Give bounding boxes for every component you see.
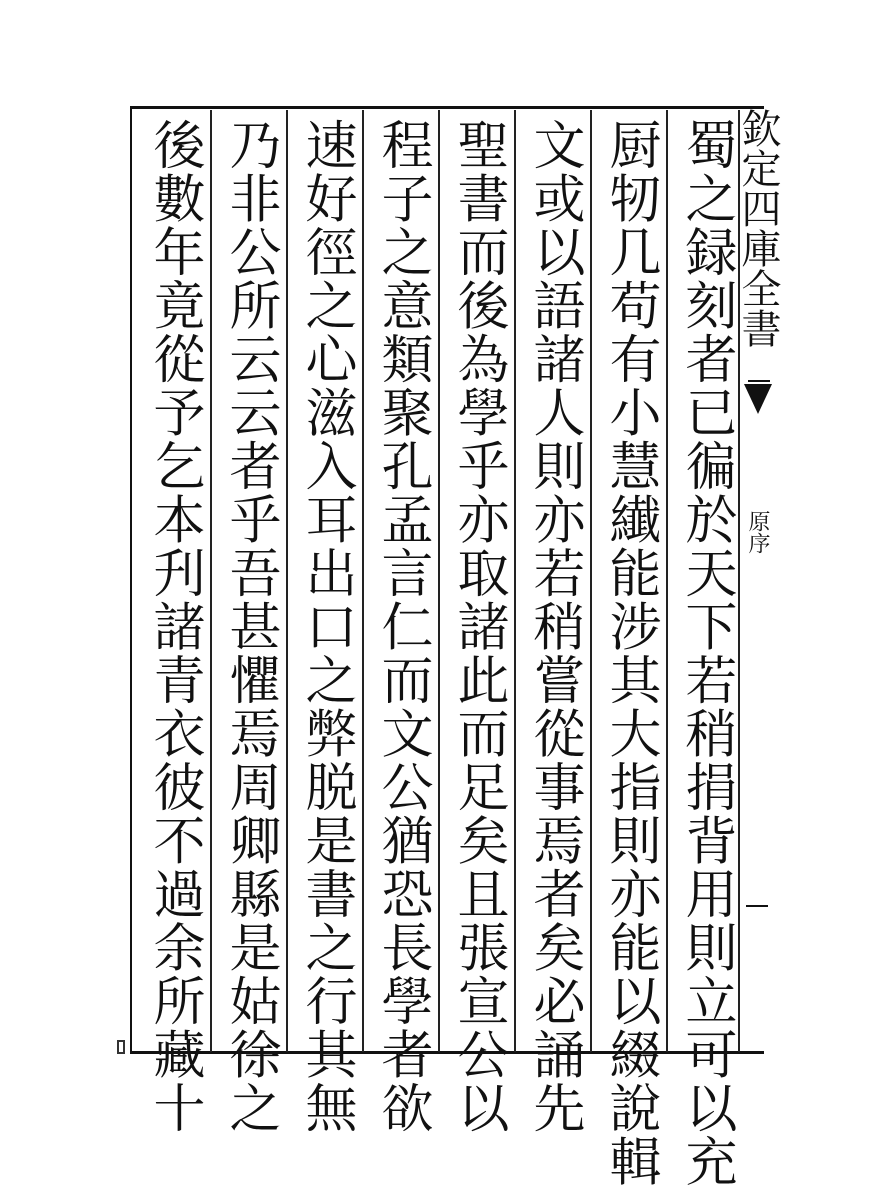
column-rule [362,110,364,1052]
text-column-4: 聖書而後為學乎亦取諸此而足矣且張宣公以 [448,118,508,1135]
text-column-3: 文或以語諸人則亦若稍嘗從事焉者矣必誦先 [524,118,584,1135]
column-rule [286,110,288,1052]
book-title: 欽定四庫全書 [735,108,781,348]
text-column-8: 後數年竟從予乞本刋諸青衣彼不過余所藏十 [144,118,204,1135]
column-rule [590,110,592,1052]
text-column-5: 程子之意類聚孔孟言仁而文公猶恐長學者欲 [372,118,432,1135]
text-column-2: 厨牣几苟有小慧纎能涉其大指則亦能以綴說輯 [600,118,660,1188]
column-rule [210,110,212,1052]
text-column-1: 蜀之録刻者已徧於天下若稍捐背用則立可以充 [676,118,736,1188]
column-rule [666,110,668,1052]
text-column-7: 乃非公所云云者乎吾甚懼焉周卿縣是姑徐之 [220,118,280,1135]
fishtail-mark-icon [744,384,772,414]
text-column-6: 速好徑之心滋入耳出口之弊脱是書之行其無 [296,118,356,1135]
fishtail-rule [748,380,770,382]
column-rule [438,110,440,1052]
section-label: 原序 [745,510,770,554]
column-rule [514,110,516,1052]
corner-mark-icon [117,1040,125,1054]
margin-tick [746,905,768,907]
